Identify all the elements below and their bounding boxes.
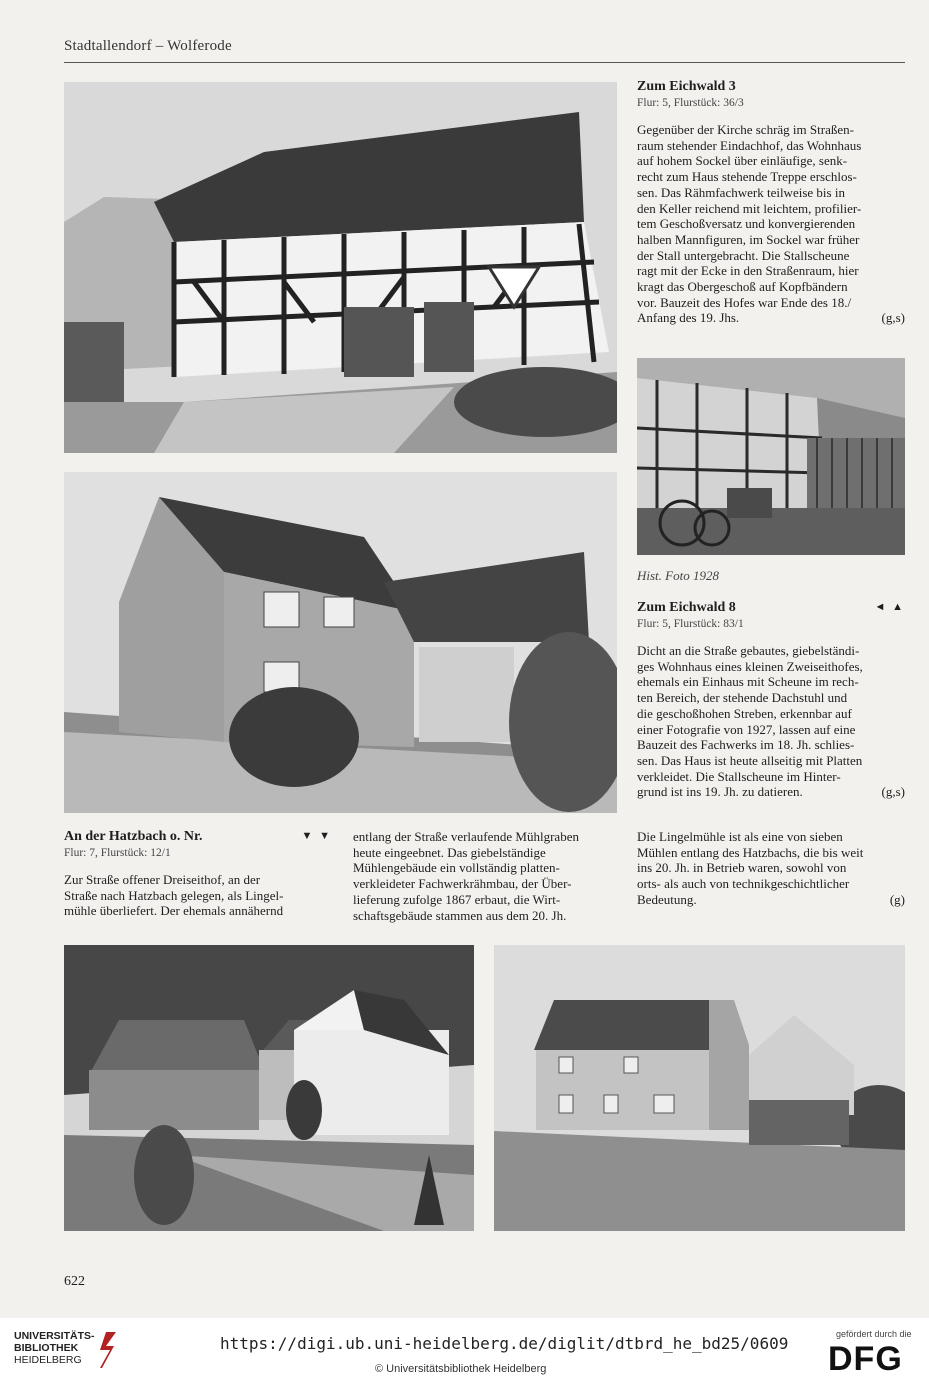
text-line: ragt mit der Ecke in den Straßenraum, hier [637, 263, 859, 279]
text-line: lieferung zufolge 1867 erbaut, die Wirt- [353, 891, 561, 907]
text-line: Gegenüber der Kirche schräg im Straßen- [637, 122, 854, 137]
library-name-line: BIBLIOTHEK [14, 1342, 79, 1354]
text-line-last [637, 892, 905, 908]
text-line: schaftsgebäude stammen aus dem 20. Jh. [353, 907, 567, 923]
entry-eichwald-8 [637, 600, 905, 800]
permalink-url[interactable]: https://digi.ub.uni-heidelberg.de/diglit/dtbrd_he_bd25/0609 [220, 1334, 789, 1353]
library-logo[interactable] [14, 1330, 95, 1366]
historic-photo-caption: Hist. Foto 1928 [637, 568, 719, 583]
photo-direction-arrows: ▼ ▼ [301, 830, 332, 842]
text-line: Dicht an die Straße gebautes, giebelständi- [637, 643, 860, 658]
text-line: die geschoßhohen Streben, erkennbar auf [637, 705, 852, 721]
text-line: vor. Bauzeit des Hofes war Ende des 18./ [637, 294, 852, 310]
text-line-last [637, 310, 905, 326]
dfg-logo[interactable]: DFG [828, 1340, 903, 1378]
text-line: kragt das Obergeschoß auf Kopfbändern [637, 279, 848, 295]
entry-eichwald-3 [637, 79, 905, 326]
photo-eichwald-8 [64, 472, 617, 813]
page-number: 622 [64, 1274, 85, 1289]
text-line: verkleidet. Die Stallscheune im Hinter- [637, 768, 841, 784]
running-title: Stadtallendorf – Wolferode [64, 38, 232, 54]
text-line: Die Lingelmühle ist als eine von sieben [637, 829, 843, 844]
text-line: mühle überliefert. Der ehemals annähernd [64, 903, 284, 919]
author-signature: (g,s) [881, 784, 905, 800]
photo-lingelmuehle-road [64, 945, 474, 1231]
text-line: raum stehender Eindachhof, das Wohnhaus [637, 137, 862, 153]
header-rule [64, 62, 905, 63]
text-line: verkleideter Fachwerkrähmbau, der Über- [353, 876, 572, 892]
text-line: tem Geschoßversatz und konvergierenden [637, 216, 856, 232]
copyright-notice: © Universitätsbibliothek Heidelberg [375, 1363, 547, 1375]
text-line: Bauzeit des Fachwerks im 18. Jh. schlies- [637, 737, 855, 753]
entry-flur: Flur: 5, Flurstück: 36/3 [637, 97, 744, 109]
text-line: entlang der Straße verlaufende Mühlgraben [353, 829, 579, 844]
entry-body-col2 [353, 829, 618, 923]
photo-eichwald-3 [64, 82, 617, 453]
entry-hatzbach [64, 829, 332, 919]
text-line: heute eingeebnet. Das giebelständige [353, 844, 546, 860]
entry-title: Zum Eichwald 8 [637, 600, 736, 615]
text-line: ehemals ein Einhaus mit Scheune im rech- [637, 674, 859, 690]
photo-historic-1928 [637, 358, 905, 555]
entry-flur: Flur: 7, Flurstück: 12/1 [64, 847, 171, 859]
photo-direction-arrows: ◄ ▲ [874, 601, 905, 613]
entry-flur: Flur: 5, Flurstück: 83/1 [637, 618, 744, 630]
text-line: der Stall untergebracht. Die Stallscheune [637, 247, 850, 263]
text-line: Bedeutung. [637, 891, 697, 907]
library-name-line: HEIDELBERG [14, 1354, 82, 1366]
text-line: orts- als auch von technikgeschichtlicher [637, 876, 850, 892]
text-line: sen. Das Rähmfachwerk teilweise bis in [637, 184, 845, 200]
author-signature: (g) [889, 891, 905, 907]
text-line: Mühlen entlang des Hatzbachs, die bis weit [637, 844, 864, 860]
text-line: auf hohem Sockel über einläufige, senk- [637, 153, 848, 169]
text-line: Mühlengebäude ein vollständig platten- [353, 860, 560, 876]
photo-lingelmuehle-field [494, 945, 905, 1231]
entry-body-col1 [64, 872, 332, 919]
entry-body [637, 122, 905, 326]
text-line: sen. Das Haus ist heute allseitig mit Platten [637, 752, 863, 768]
text-line: ges Wohnhaus eines kleinen Zweiseithofes, [637, 658, 863, 674]
text-line: einer Fotografie von 1927, lassen auf eine [637, 721, 856, 737]
text-line: recht zum Haus stehende Treppe erschlos- [637, 169, 857, 185]
text-line: ten Bereich, der stehende Dachstuhl und [637, 690, 848, 706]
entry-body [637, 643, 905, 800]
text-line: Straße nach Hatzbach gelegen, als Lingel- [64, 887, 284, 903]
text-line: halben Mannfiguren, im Sockel war früher [637, 231, 860, 247]
library-name-line: UNIVERSITÄTS- [14, 1330, 95, 1342]
entry-title: Zum Eichwald 3 [637, 79, 736, 94]
entry-title: An der Hatzbach o. Nr. [64, 829, 203, 844]
entry-body-col3 [637, 829, 905, 908]
funding-note: gefördert durch die [836, 1329, 912, 1339]
text-line: grund ist ins 19. Jh. zu datieren. [637, 784, 803, 800]
text-line: den Keller reichend mit leichtem, profilier- [637, 200, 862, 216]
text-line: Zur Straße offener Dreiseithof, an der [64, 872, 261, 887]
text-line-last [637, 784, 905, 800]
library-mark-icon [92, 1328, 122, 1372]
text-line: Anfang des 19. Jhs. [637, 310, 740, 326]
author-signature: (g,s) [881, 310, 905, 326]
text-line: ins 20. Jh. in Betrieb waren, sowohl von [637, 860, 847, 876]
